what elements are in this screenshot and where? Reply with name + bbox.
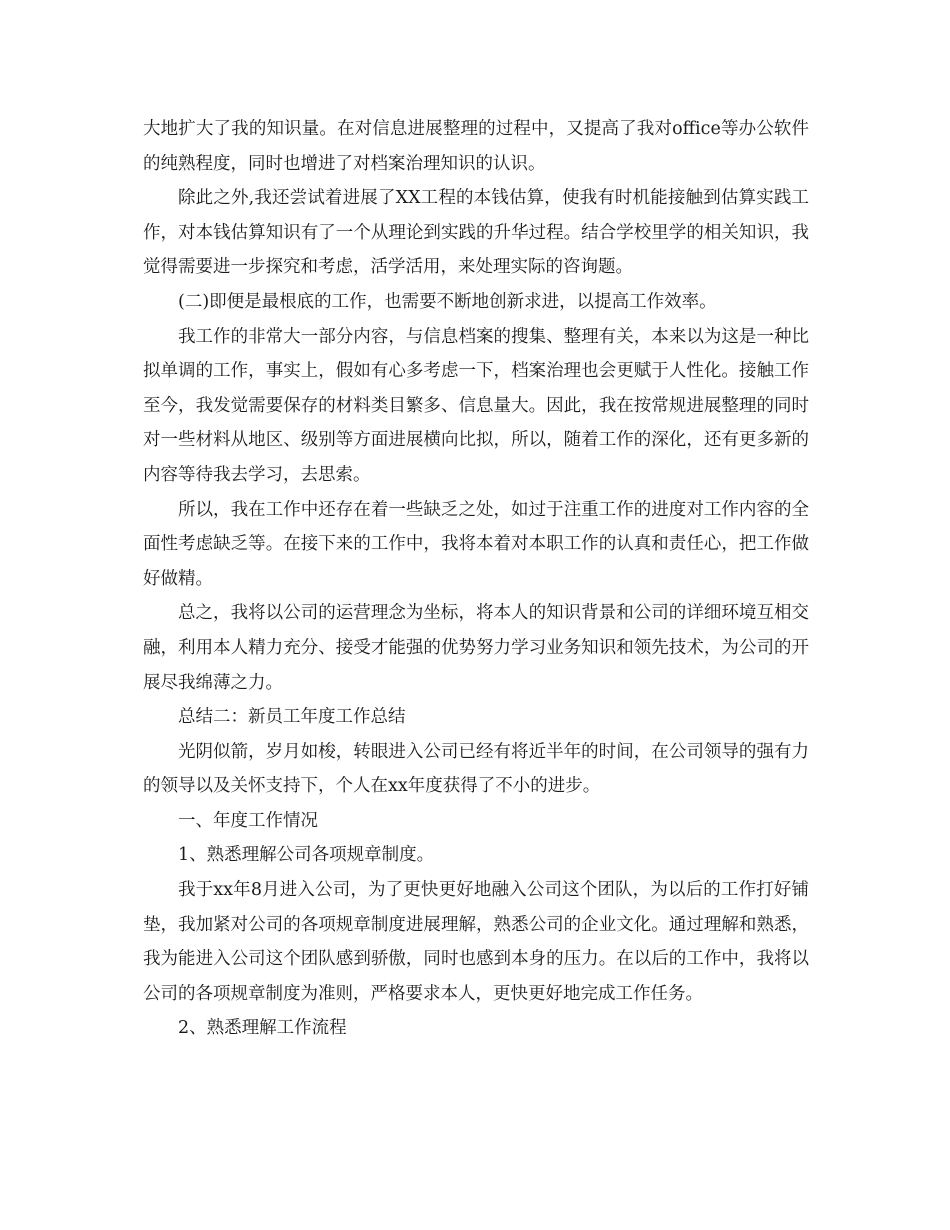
paragraph: 我工作的非常大一部分内容，与信息档案的搜集、整理有关，本来以为这是一种比拟单调的工作，事实上，假如有心多考虑一下，档案治理也会更赋于人性化。接触工作至今，我发觉需要保存的材料类目繁多、信息量大。因此，我在按常规进展整理的同时对一些材料从地区、级别等方面进展横向比拟，所以，随着工作的深化，还有更多新的内容等待我去学习，去思索。 — [143, 326, 809, 485]
subsection-heading: 2、熟悉理解工作流程 — [178, 1018, 347, 1039]
paragraph: 我于xx年8月进入公司，为了更快更好地融入公司这个团队，为以后的工作打好铺垫，我加紧对公司的各项规章制度进展理解，熟悉公司的企业文化。通过理解和熟悉，我为能进入公司这个团队感到骄傲，同时也感到本身的压力。在以后的工作中，我将以公司的各项规章制度为准则，严格要求本人，更快更好地完成工作任务。 — [143, 880, 809, 1004]
document-body — [143, 112, 809, 1046]
section-heading: (二)即便是最根底的工作，也需要不断地创新求进，以提高工作效率。 — [178, 291, 717, 312]
paragraph: 总之，我将以公司的运营理念为坐标，将本人的知识背景和公司的详细环境互相交融，利用本人精力充分、接受才能强的优势努力学习业务知识和领先技术，为公司的开展尽我绵薄之力。 — [143, 603, 809, 693]
paragraph: 除此之外,我还尝试着进展了XX工程的本钱估算，使我有时机能接触到估算实践工作，对本钱估算知识有了一个从理论到实践的升华过程。结合学校里学的相关知识，我觉得需要进一步探究和考虑，活学活用，来处理实际的咨询题。 — [143, 188, 809, 278]
subsection-heading: 1、熟悉理解公司各项规章制度。 — [178, 845, 435, 866]
paragraph: 所以，我在工作中还存在着一些缺乏之处，如过于注重工作的进度对工作内容的全面性考虑缺乏等。在接下来的工作中，我将本着对本职工作的认真和责任心，把工作做好做精。 — [143, 499, 809, 589]
section-title: 总结二：新员工年度工作总结 — [178, 707, 406, 728]
paragraph-continued: 大地扩大了我的知识量。在对信息进展整理的过程中，又提高了我对office等办公软件的纯熟程度，同时也增进了对档案治理知识的认识。 — [143, 119, 809, 174]
paragraph: 光阴似箭，岁月如梭，转眼进入公司已经有将近半年的时间，在公司领导的强有力的领导以及关怀支持下，个人在xx年度获得了不小的进步。 — [143, 741, 809, 797]
section-heading: 一、年度工作情况 — [178, 810, 318, 831]
